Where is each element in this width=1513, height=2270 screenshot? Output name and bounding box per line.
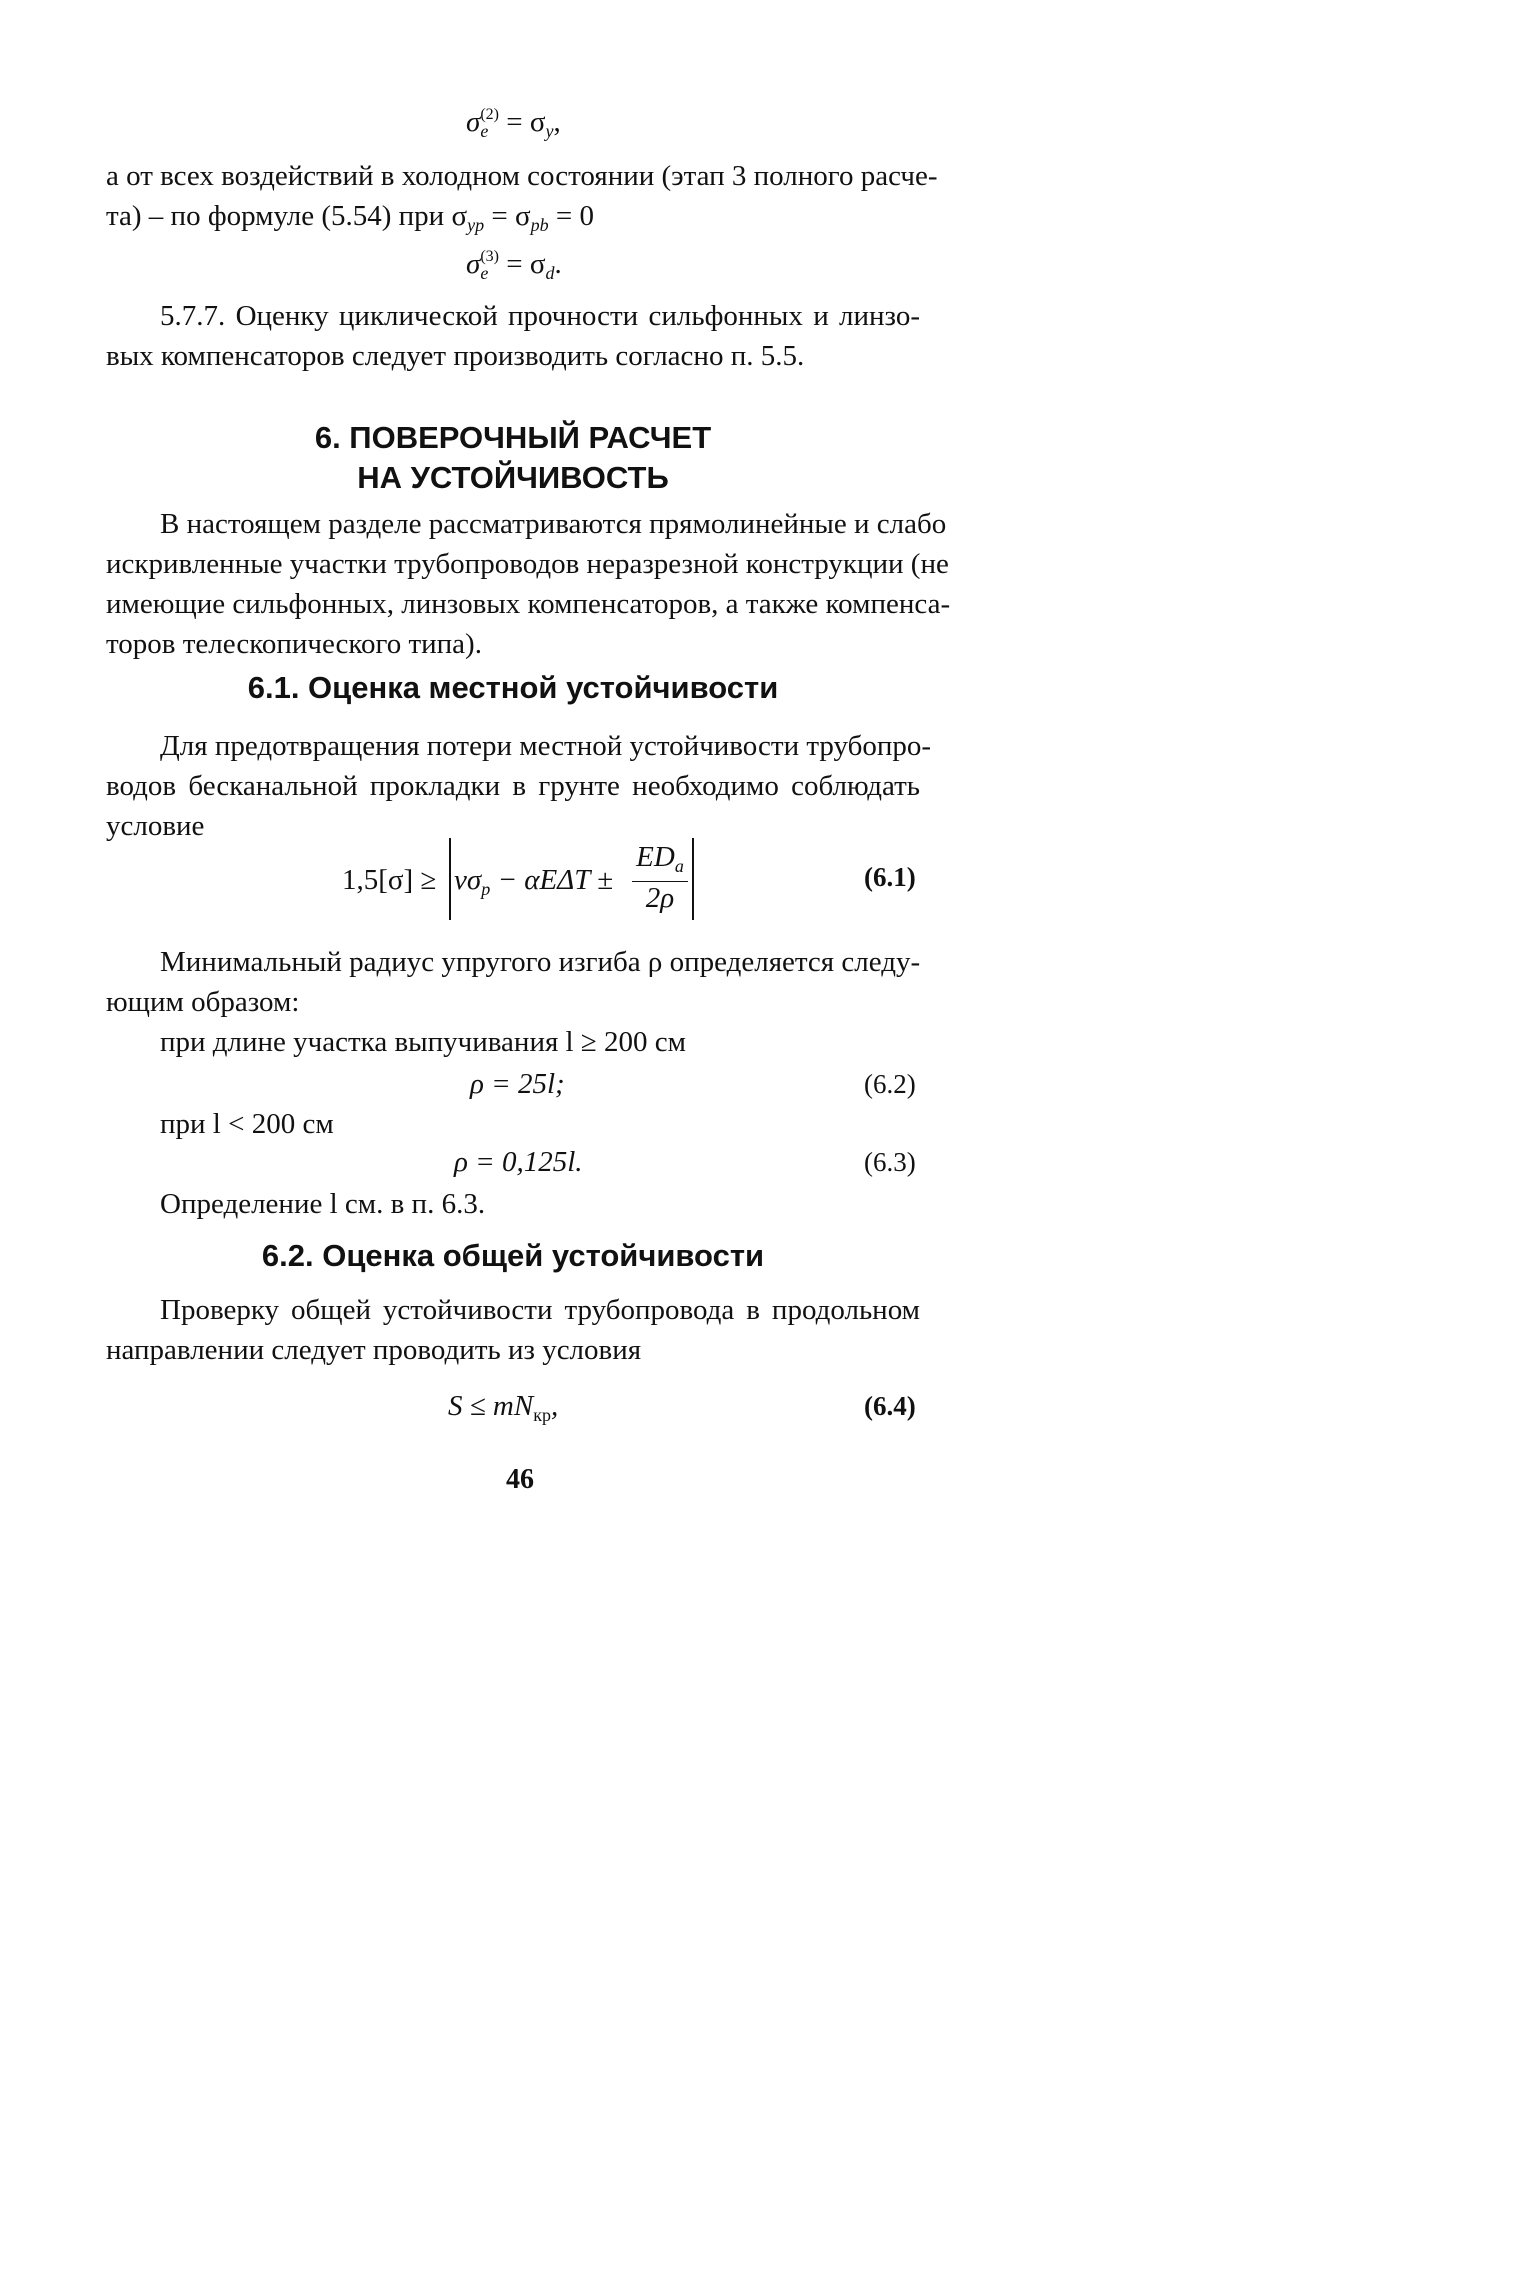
fraction-denominator: 2ρ: [645, 882, 675, 914]
text-line: торов телескопического типа).: [106, 628, 482, 660]
numerator-text: ED: [636, 841, 675, 873]
eq-lhs: 1,5[σ] ≥: [342, 864, 437, 896]
eq-term: − αEΔT ±: [490, 864, 613, 896]
paragraph-5-7-7-line1: [160, 296, 920, 336]
paragraph-intro-section-6: [106, 504, 951, 664]
paragraph-local-stability: [106, 726, 932, 846]
eq-subscript: p: [481, 879, 491, 899]
text-line: вых компенсаторов следует производить согласно п. 5.5.: [106, 340, 805, 372]
fraction-numerator: [632, 842, 688, 882]
equation-number-6-2: [864, 1064, 916, 1104]
text-line: искривленные участки трубопроводов неразрезной конструкции (не: [106, 548, 949, 580]
eq-number-text: (6.2): [864, 1069, 916, 1099]
heading-text: 6.1. Оценка местной устойчивости: [247, 670, 779, 705]
equation-number-6-1: [864, 862, 916, 893]
eq-number-text: (6.1): [864, 862, 916, 892]
paragraph-cold-state: [106, 156, 938, 196]
text-line: при длине участка выпучивания l ≥ 200 см: [160, 1026, 687, 1058]
eq-tail: ,: [550, 1390, 559, 1422]
text-line: условие: [106, 810, 205, 842]
text-line: имеющие сильфонных, линзовых компенсаторов, а также компенса-: [106, 588, 951, 620]
eq-symbol: σ: [466, 106, 481, 138]
paragraph-min-radius: [106, 942, 920, 1062]
eq-rhs-subscript: d: [545, 263, 555, 283]
eq-symbol: σ: [466, 248, 481, 280]
text-fragment: та) – по формуле (5.54) при σ: [106, 200, 468, 232]
reference-6-3: [160, 1184, 485, 1224]
equation-sigma-e2: [466, 106, 561, 142]
eq-formula: ρ = 0,125l.: [454, 1146, 583, 1178]
subsection-heading-6-2: [106, 1236, 920, 1276]
equation-6-4: [448, 1386, 558, 1435]
page-number: [506, 1460, 534, 1500]
eq-fraction: [632, 842, 688, 914]
text-line: Определение l см. в п. 6.3.: [160, 1188, 486, 1220]
equation-number-6-4: [864, 1386, 916, 1426]
numerator-subscript: a: [674, 856, 684, 876]
condition-l-less-200: [160, 1104, 334, 1144]
subscript: pb: [530, 215, 549, 235]
eq-subscript: e: [480, 121, 489, 141]
subsection-heading-6-1: [106, 668, 920, 708]
text-line: Минимальный радиус упругого изгиба ρ определяется следу-: [160, 946, 921, 978]
eq-subscript: кр: [533, 1405, 551, 1425]
paragraph-cold-state-line2: [106, 196, 594, 245]
eq-tail: ,: [553, 106, 561, 138]
eq-number-text: (6.4): [864, 1391, 916, 1421]
eq-rhs: = σ: [506, 106, 546, 138]
equation-6-3: [454, 1142, 583, 1182]
eq-lhs: S ≤ mN: [448, 1390, 534, 1422]
text-line: при l < 200 см: [160, 1108, 334, 1140]
text-line: направлении следует проводить из условия: [106, 1334, 642, 1366]
heading-line: 6. ПОВЕРОЧНЫЙ РАСЧЕТ: [314, 420, 712, 455]
heading-line: НА УСТОЙЧИВОСТЬ: [357, 460, 669, 495]
subscript: yp: [467, 215, 485, 235]
text-fragment: = σ: [484, 200, 531, 232]
paragraph-general-stability: [106, 1290, 920, 1370]
eq-rhs-subscript: y: [545, 121, 554, 141]
equation-6-2: [470, 1064, 565, 1104]
eq-term: νσ: [454, 864, 482, 896]
section-heading-6: [106, 418, 920, 498]
text-line: Проверку общей устойчивости трубопровода в продольном: [160, 1294, 920, 1326]
text-line: В настоящем разделе рассматриваются прямолинейные и слабо: [160, 508, 947, 540]
eq-formula: ρ = 25l;: [470, 1068, 565, 1100]
eq-tail: .: [554, 248, 562, 280]
abs-bar-right: [692, 838, 694, 920]
heading-text: 6.2. Оценка общей устойчивости: [261, 1238, 765, 1273]
text-line: 5.7.7. Оценку циклической прочности сильфонных и линзо-: [160, 300, 920, 332]
text-line: Для предотвращения потери местной устойчивости трубопро-: [160, 730, 932, 762]
eq-subscript: e: [480, 263, 489, 283]
text-line: водов бесканальной прокладки в грунте необходимо соблюдать: [106, 770, 920, 802]
eq-superscript: (2): [480, 106, 499, 123]
page-number-text: 46: [506, 1464, 534, 1495]
equation-number-6-3: [864, 1142, 916, 1182]
eq-abs-content: [454, 864, 613, 900]
equation-sigma-e3: [466, 248, 562, 284]
abs-bar-left: [449, 838, 451, 920]
paragraph-5-7-7-line2: [106, 336, 804, 376]
eq-superscript: (3): [480, 248, 499, 265]
eq-rhs: = σ: [506, 248, 546, 280]
text-line: а от всех воздействий в холодном состоянии (этап 3 полного расче-: [106, 160, 938, 192]
eq-number-text: (6.3): [864, 1147, 916, 1177]
text-fragment: = 0: [548, 200, 594, 232]
text-line: ющим образом:: [106, 986, 300, 1018]
